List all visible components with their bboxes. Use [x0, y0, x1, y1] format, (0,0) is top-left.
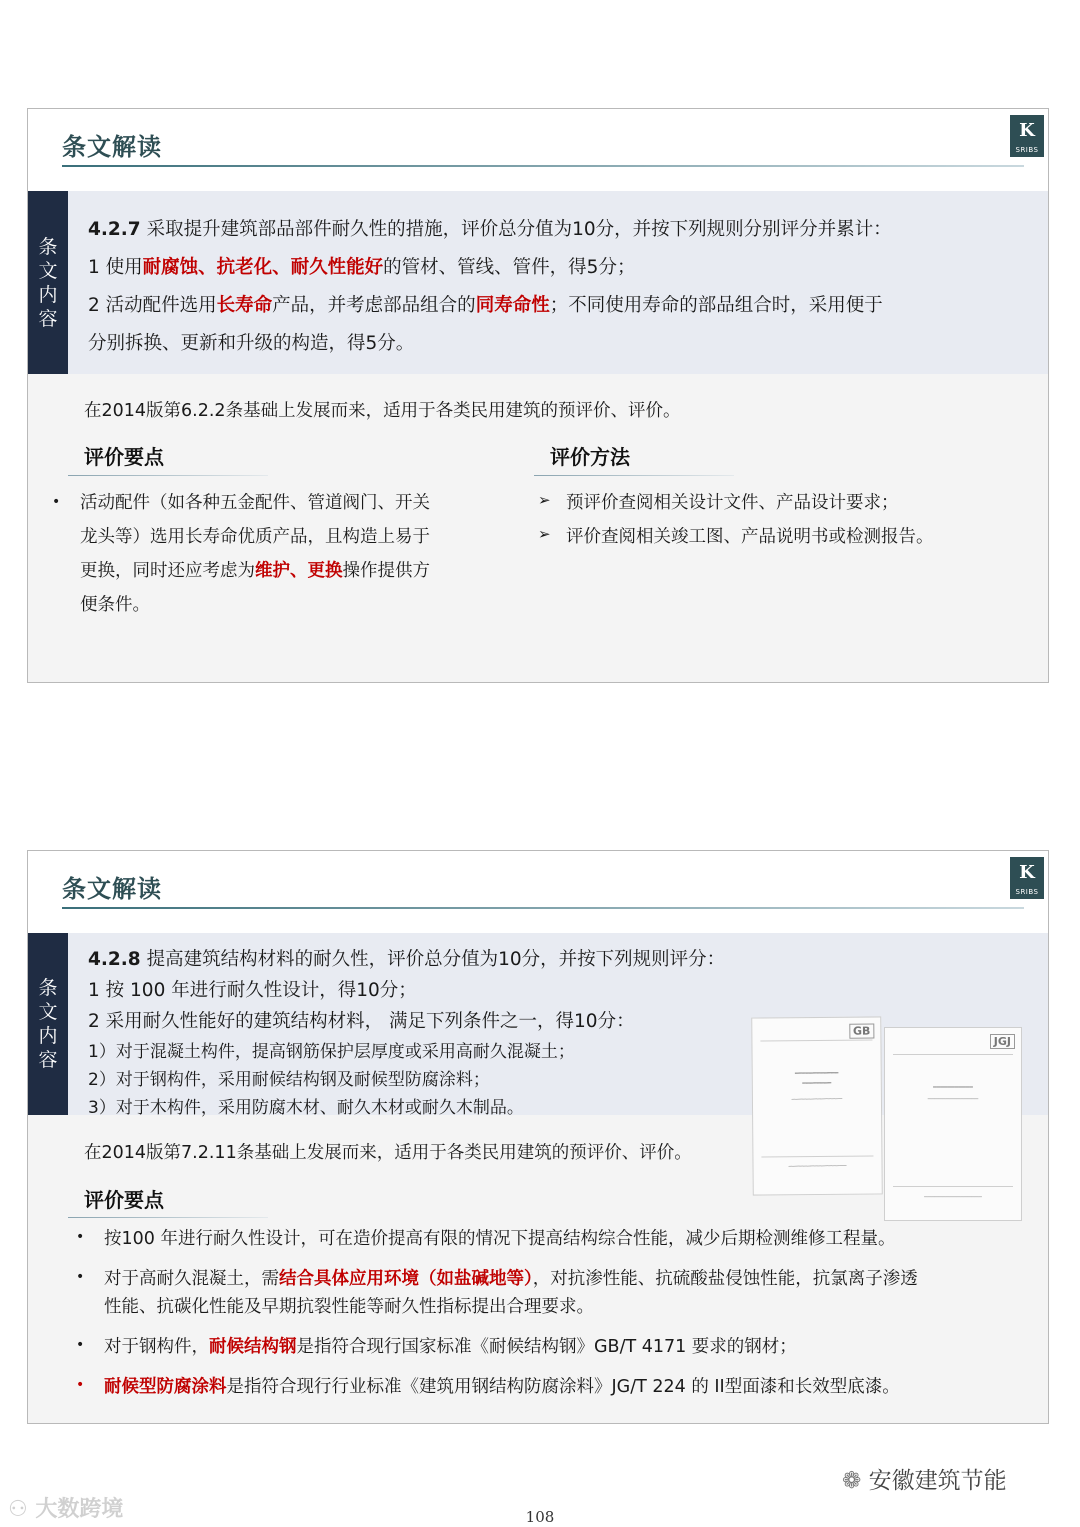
side-char: 条	[38, 235, 58, 258]
points-bullet	[80, 486, 500, 622]
title-underline	[62, 907, 1024, 909]
heading-underline	[534, 475, 734, 476]
clause-item-1	[88, 253, 635, 279]
slide-title: 条文解读	[62, 875, 162, 903]
logo-text: SRIBS	[1015, 146, 1039, 154]
clause-sub-2: 2）对于钢构件，采用耐候结构钢及耐候型防腐涂料；	[88, 1070, 490, 1090]
highlight: 维护、更换	[255, 561, 343, 581]
highlight: 耐候型防腐涂料	[104, 1377, 227, 1397]
jgj-badge: JGJ	[990, 1034, 1015, 1049]
point-text: 是指符合现行行业标准《建筑用钢结构防腐涂料》JG/T 224 的 II型面漆和长效型底漆。	[226, 1377, 900, 1397]
logo-text: SRIBS	[1015, 888, 1039, 896]
item-text: 的管材、管线、管件，得5分；	[383, 257, 636, 278]
doc-text-line: ━━━━━━━━	[802, 1079, 832, 1088]
wechat-account: 安徽建筑节能	[868, 1468, 1007, 1494]
method-item: 评价查阅相关竣工图、产品说明书或检测报告。	[566, 527, 934, 547]
basis-note: 在2014版第6.2.2条基础上发展而来，适用于各类民用建筑的预评价、评价。	[84, 401, 681, 421]
point-text: 是指符合现行国家标准《耐候结构钢》GB/T 4171 要求的钢材；	[296, 1337, 797, 1357]
slide-title: 条文解读	[62, 133, 162, 161]
sribs-logo-icon: K	[1019, 120, 1035, 141]
clause-sub-3: 3）对于木构件，采用防腐木材、耐久木材或耐久木制品。	[88, 1098, 524, 1118]
point-text: 对于高耐久混凝土，需	[104, 1269, 279, 1289]
footer-logo-icon: ⚇	[8, 1497, 28, 1522]
highlight: 结合具体应用环境（如盐碱地等）	[279, 1269, 533, 1289]
slide-4-2-7	[27, 108, 1049, 683]
clause-side-label	[28, 191, 68, 374]
clause-heading	[88, 215, 892, 241]
side-char: 容	[38, 307, 58, 330]
footer-logo-text: 大数跨境	[35, 1497, 124, 1522]
bullet-dot: •	[76, 1337, 85, 1353]
side-char: 文	[38, 259, 58, 282]
bullet-line	[80, 554, 500, 588]
slide-header	[28, 109, 1048, 191]
item-text: 产品，并考虑部品组合的	[272, 295, 476, 316]
method-item: 预评价查阅相关设计文件、产品设计要求；	[566, 493, 899, 513]
item-text: 2 活动配件选用	[88, 295, 217, 316]
bullet-text: 操作提供方	[342, 561, 430, 581]
clause-heading	[88, 945, 725, 971]
sribs-logo-icon: K	[1019, 862, 1035, 883]
bullet-line: 活动配件（如各种五金配件、管道阀门、开关	[80, 493, 430, 513]
doc-text-line: ────────────────	[788, 1162, 847, 1171]
point-3	[104, 1333, 797, 1358]
bullet-dot: •	[76, 1377, 85, 1393]
item-text: 1 使用	[88, 257, 143, 278]
arrow-bullet-icon: ➢	[538, 525, 551, 543]
clause-sub-1: 1）对于混凝土构件，提高钢筋保护层厚度或采用高耐久混凝土；	[88, 1042, 575, 1062]
title-underline	[62, 165, 1024, 167]
arrow-bullet-icon: ➢	[538, 491, 551, 509]
highlight: 同寿命性	[475, 295, 550, 316]
clause-item-2: 2 采用耐久性能好的建筑结构材料， 满足下列条件之一，得10分：	[88, 1011, 635, 1032]
highlight: 耐候结构钢	[209, 1337, 297, 1357]
clause-item-2-cont: 分别拆换、更新和升级的构造，得5分。	[88, 333, 415, 354]
bullet-dot: •	[76, 1269, 85, 1285]
point-2	[104, 1265, 918, 1290]
item-text: ；不同使用寿命的部品组合时，采用便于	[549, 295, 883, 316]
points-heading: 评价要点	[84, 445, 164, 469]
clause-text: 提高建筑结构材料的耐久性，评价总分值为10分，并按下列规则评分：	[140, 949, 726, 970]
doc-text-line: ──────────────	[791, 1095, 843, 1104]
bullet-line: 便条件。	[80, 595, 150, 615]
standard-doc-image-jgj	[884, 1027, 1022, 1221]
clause-side-label	[28, 933, 68, 1115]
basis-note: 在2014版第7.2.11条基础上发展而来，适用于各类民用建筑的预评价、评价。	[84, 1143, 692, 1163]
bullet-dot: •	[52, 494, 61, 510]
slide-4-2-8	[27, 850, 1049, 1424]
clause-text: 采取提升建筑部品部件耐久性的措施，评价总分值为10分，并按下列规则分别评分并累计：	[140, 219, 892, 240]
bullet-line: 龙头等）选用长寿命优质产品，且构造上易于	[80, 527, 430, 547]
side-char: 内	[38, 1025, 58, 1047]
clause-item-1: 1 按 100 年进行耐久性设计，得10分；	[88, 980, 417, 1001]
doc-rule	[893, 1186, 1013, 1187]
doc-rule	[893, 1054, 1013, 1055]
wechat-watermark	[842, 1462, 1007, 1495]
sribs-logo	[1010, 115, 1044, 157]
doc-rule	[761, 1156, 873, 1158]
side-char: 内	[38, 283, 58, 306]
highlight: 长寿命	[216, 295, 273, 316]
point-1: 按100 年进行耐久性设计，可在造价提高有限的情况下提高结构综合性能，减少后期检测维修工程量。	[104, 1229, 896, 1249]
clause-box	[28, 191, 1049, 374]
bullet-dot: •	[76, 1229, 85, 1245]
heading-underline	[68, 1217, 268, 1218]
gb-badge: GB	[849, 1023, 875, 1038]
side-char: 容	[38, 1049, 58, 1071]
method-heading: 评价方法	[550, 445, 630, 469]
clause-number: 4.2.8	[88, 949, 141, 970]
sribs-logo	[1010, 857, 1044, 899]
point-text: ，对抗渗性能、抗硫酸盐侵蚀性能，抗氯离子渗透	[532, 1269, 918, 1289]
clause-number: 4.2.7	[88, 219, 141, 240]
side-char: 条	[38, 977, 58, 999]
doc-text-line: ────────────────	[924, 1194, 982, 1201]
highlight: 耐腐蚀、抗老化、耐久性能好	[142, 257, 384, 278]
side-char: 文	[38, 1001, 58, 1023]
point-4	[104, 1373, 900, 1398]
bullet-text: 更换，同时还应考虑为	[80, 561, 255, 581]
doc-text-line: ━━━━━━━━━━━━	[794, 1069, 839, 1078]
slide-header	[28, 851, 1048, 933]
heading-underline	[68, 475, 268, 476]
doc-text-line: ━━━━━━━━━━━	[933, 1084, 973, 1091]
doc-text-line: ──────────────	[927, 1096, 979, 1103]
wechat-icon: ❁	[842, 1468, 862, 1494]
doc-rule	[760, 1040, 872, 1042]
point-2-cont: 性能、抗碳化性能及早期抗裂性能等耐久性指标提出合理要求。	[104, 1297, 594, 1317]
page-number: 108	[525, 1508, 555, 1526]
point-text: 对于钢构件，	[104, 1337, 209, 1357]
clause-item-2	[88, 291, 883, 317]
standard-doc-image-gb	[751, 1016, 883, 1195]
points-heading: 评价要点	[84, 1188, 164, 1212]
